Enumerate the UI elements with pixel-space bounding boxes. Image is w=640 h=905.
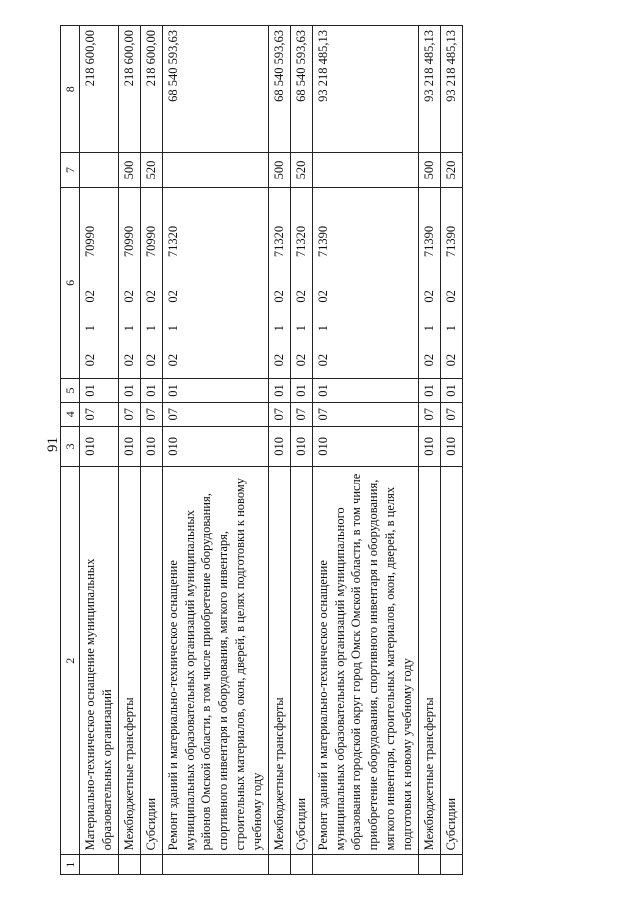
page-number: 91 bbox=[45, 437, 61, 452]
code-segment: 02 bbox=[293, 290, 308, 303]
row-number-cell bbox=[268, 855, 290, 875]
code-cell-3: 010 bbox=[268, 426, 290, 466]
code-cell-4: 07 bbox=[418, 402, 440, 426]
code-cell-5: 01 bbox=[418, 379, 440, 403]
code-cell-3: 010 bbox=[118, 426, 140, 466]
row-number-cell bbox=[80, 855, 119, 875]
row-name-cell: Межбюджетные трансферты bbox=[268, 467, 290, 855]
target-article-cell bbox=[162, 187, 268, 379]
code-cell-3: 010 bbox=[312, 426, 418, 466]
header-cell-2: 2 bbox=[61, 467, 80, 855]
code-segment: 1 bbox=[121, 325, 136, 332]
code-cell-4: 07 bbox=[290, 402, 312, 426]
header-row bbox=[61, 26, 80, 875]
table-row bbox=[162, 26, 268, 875]
code-segment: 1 bbox=[165, 325, 180, 332]
code-segment: 02 bbox=[83, 353, 98, 367]
code-cell-5: 01 bbox=[268, 379, 290, 403]
code-segment: 71320 bbox=[165, 225, 180, 258]
target-article-cell bbox=[140, 187, 162, 379]
row-name-cell: Субсидии bbox=[140, 467, 162, 855]
code-segment: 02 bbox=[421, 353, 436, 367]
code-segment: 02 bbox=[143, 353, 158, 367]
row-name-cell: Ремонт зданий и материально-техническое оснащение муниципальных образовательных организаций муниципального образования городской округ город Омск Омской области, в том числе приобретение оборудования, спортивного инвентаря и оборудования, мягкого инвентаря, строительных материалов, окон, дверей, в целях подготовки к новому учебному году bbox=[312, 467, 418, 855]
amount-cell: 93 218 485,13 bbox=[440, 26, 462, 153]
code-segment: 70990 bbox=[143, 225, 158, 258]
code-cell-5: 01 bbox=[140, 379, 162, 403]
code-segment: 71390 bbox=[315, 225, 330, 258]
header-cell-5: 5 bbox=[61, 379, 80, 403]
header-cell-1: 1 bbox=[61, 855, 80, 875]
row-name-cell: Субсидии bbox=[290, 467, 312, 855]
target-article-code bbox=[271, 192, 288, 375]
table-row bbox=[290, 26, 312, 875]
target-article-code bbox=[165, 192, 182, 375]
expense-type-cell: 500 bbox=[268, 153, 290, 187]
code-segment: 1 bbox=[293, 325, 308, 332]
code-segment: 02 bbox=[293, 353, 308, 367]
code-segment: 71320 bbox=[293, 225, 308, 258]
code-cell-4: 07 bbox=[312, 402, 418, 426]
code-cell-4: 07 bbox=[80, 402, 119, 426]
code-segment: 02 bbox=[143, 290, 158, 303]
code-cell-5: 01 bbox=[118, 379, 140, 403]
target-article-code bbox=[315, 192, 332, 375]
amount-cell: 68 540 593,63 bbox=[162, 26, 268, 153]
expense-type-cell: 500 bbox=[418, 153, 440, 187]
expense-type-cell bbox=[162, 153, 268, 187]
rotated-table-container bbox=[60, 25, 530, 875]
code-segment: 02 bbox=[443, 353, 458, 367]
header-cell-7: 7 bbox=[61, 153, 80, 187]
code-cell-4: 07 bbox=[118, 402, 140, 426]
target-article-cell bbox=[80, 187, 119, 379]
code-segment: 02 bbox=[315, 290, 330, 303]
code-cell-5: 01 bbox=[80, 379, 119, 403]
code-cell-5: 01 bbox=[290, 379, 312, 403]
budget-table bbox=[60, 25, 463, 875]
code-segment: 02 bbox=[121, 290, 136, 303]
code-cell-3: 010 bbox=[140, 426, 162, 466]
expense-type-cell: 520 bbox=[140, 153, 162, 187]
target-article-cell bbox=[312, 187, 418, 379]
target-article-code bbox=[82, 192, 99, 375]
code-segment: 02 bbox=[315, 353, 330, 367]
expense-type-cell: 520 bbox=[290, 153, 312, 187]
row-number-cell bbox=[312, 855, 418, 875]
code-cell-3: 010 bbox=[440, 426, 462, 466]
code-cell-5: 01 bbox=[440, 379, 462, 403]
table-row bbox=[312, 26, 418, 875]
amount-cell: 93 218 485,13 bbox=[312, 26, 418, 153]
target-article-code bbox=[121, 192, 138, 375]
row-number-cell bbox=[440, 855, 462, 875]
code-segment: 70990 bbox=[83, 225, 98, 258]
amount-cell: 218 600,00 bbox=[80, 26, 119, 153]
target-article-code bbox=[143, 192, 160, 375]
header-cell-8: 8 bbox=[61, 26, 80, 153]
table-body bbox=[80, 26, 463, 875]
target-article-cell bbox=[440, 187, 462, 379]
amount-cell: 218 600,00 bbox=[118, 26, 140, 153]
code-segment: 1 bbox=[271, 325, 286, 332]
code-segment: 1 bbox=[143, 325, 158, 332]
target-article-cell bbox=[118, 187, 140, 379]
amount-cell: 68 540 593,63 bbox=[268, 26, 290, 153]
code-cell-4: 07 bbox=[440, 402, 462, 426]
code-segment: 71390 bbox=[443, 225, 458, 258]
row-number-cell bbox=[140, 855, 162, 875]
code-segment: 02 bbox=[121, 353, 136, 367]
expense-type-cell: 500 bbox=[118, 153, 140, 187]
code-cell-3: 010 bbox=[80, 426, 119, 466]
table-row bbox=[118, 26, 140, 875]
code-cell-3: 010 bbox=[162, 426, 268, 466]
code-segment: 1 bbox=[421, 325, 436, 332]
target-article-cell bbox=[290, 187, 312, 379]
code-segment: 1 bbox=[83, 325, 98, 332]
code-segment: 02 bbox=[443, 290, 458, 303]
row-number-cell bbox=[418, 855, 440, 875]
table-row bbox=[80, 26, 119, 875]
code-cell-4: 07 bbox=[268, 402, 290, 426]
code-segment: 1 bbox=[315, 325, 330, 332]
header-cell-6: 6 bbox=[61, 187, 80, 379]
code-segment: 70990 bbox=[121, 225, 136, 258]
code-segment: 02 bbox=[165, 290, 180, 303]
row-name-cell: Субсидии bbox=[440, 467, 462, 855]
code-cell-3: 010 bbox=[290, 426, 312, 466]
target-article-cell bbox=[268, 187, 290, 379]
amount-cell: 68 540 593,63 bbox=[290, 26, 312, 153]
target-article-code bbox=[421, 192, 438, 375]
row-name-cell: Межбюджетные трансферты bbox=[418, 467, 440, 855]
row-name-cell: Ремонт зданий и материально-техническое оснащение муниципальных образовательных организаций муниципальных районов Омской области, в том числе приобретение оборудования, спортивного инвентаря и оборудования, мягкого инвентаря, строительных материалов, окон, дверей, в целях подготовки к новому учебному году bbox=[162, 467, 268, 855]
code-segment: 02 bbox=[83, 290, 98, 303]
target-article-cell bbox=[418, 187, 440, 379]
code-segment: 02 bbox=[165, 353, 180, 367]
amount-cell: 218 600,00 bbox=[140, 26, 162, 153]
code-segment: 71390 bbox=[421, 225, 436, 258]
code-segment: 71320 bbox=[271, 225, 286, 258]
header-cell-3: 3 bbox=[61, 426, 80, 466]
expense-type-cell bbox=[80, 153, 119, 187]
expense-type-cell: 520 bbox=[440, 153, 462, 187]
target-article-code bbox=[293, 192, 310, 375]
code-segment: 1 bbox=[443, 325, 458, 332]
table-row bbox=[140, 26, 162, 875]
code-segment: 02 bbox=[421, 290, 436, 303]
row-number-cell bbox=[290, 855, 312, 875]
table-row bbox=[440, 26, 462, 875]
row-name-cell: Материально-техническое оснащение муниципальных образовательных организаций bbox=[80, 467, 119, 855]
code-cell-4: 07 bbox=[162, 402, 268, 426]
row-number-cell bbox=[118, 855, 140, 875]
target-article-code bbox=[443, 192, 460, 375]
table-row bbox=[268, 26, 290, 875]
amount-cell: 93 218 485,13 bbox=[418, 26, 440, 153]
code-segment: 02 bbox=[271, 353, 286, 367]
row-name-cell: Межбюджетные трансферты bbox=[118, 467, 140, 855]
expense-type-cell bbox=[312, 153, 418, 187]
table-row bbox=[418, 26, 440, 875]
code-cell-4: 07 bbox=[140, 402, 162, 426]
code-cell-5: 01 bbox=[162, 379, 268, 403]
code-segment: 02 bbox=[271, 290, 286, 303]
row-number-cell bbox=[162, 855, 268, 875]
header-cell-4: 4 bbox=[61, 402, 80, 426]
code-cell-5: 01 bbox=[312, 379, 418, 403]
code-cell-3: 010 bbox=[418, 426, 440, 466]
